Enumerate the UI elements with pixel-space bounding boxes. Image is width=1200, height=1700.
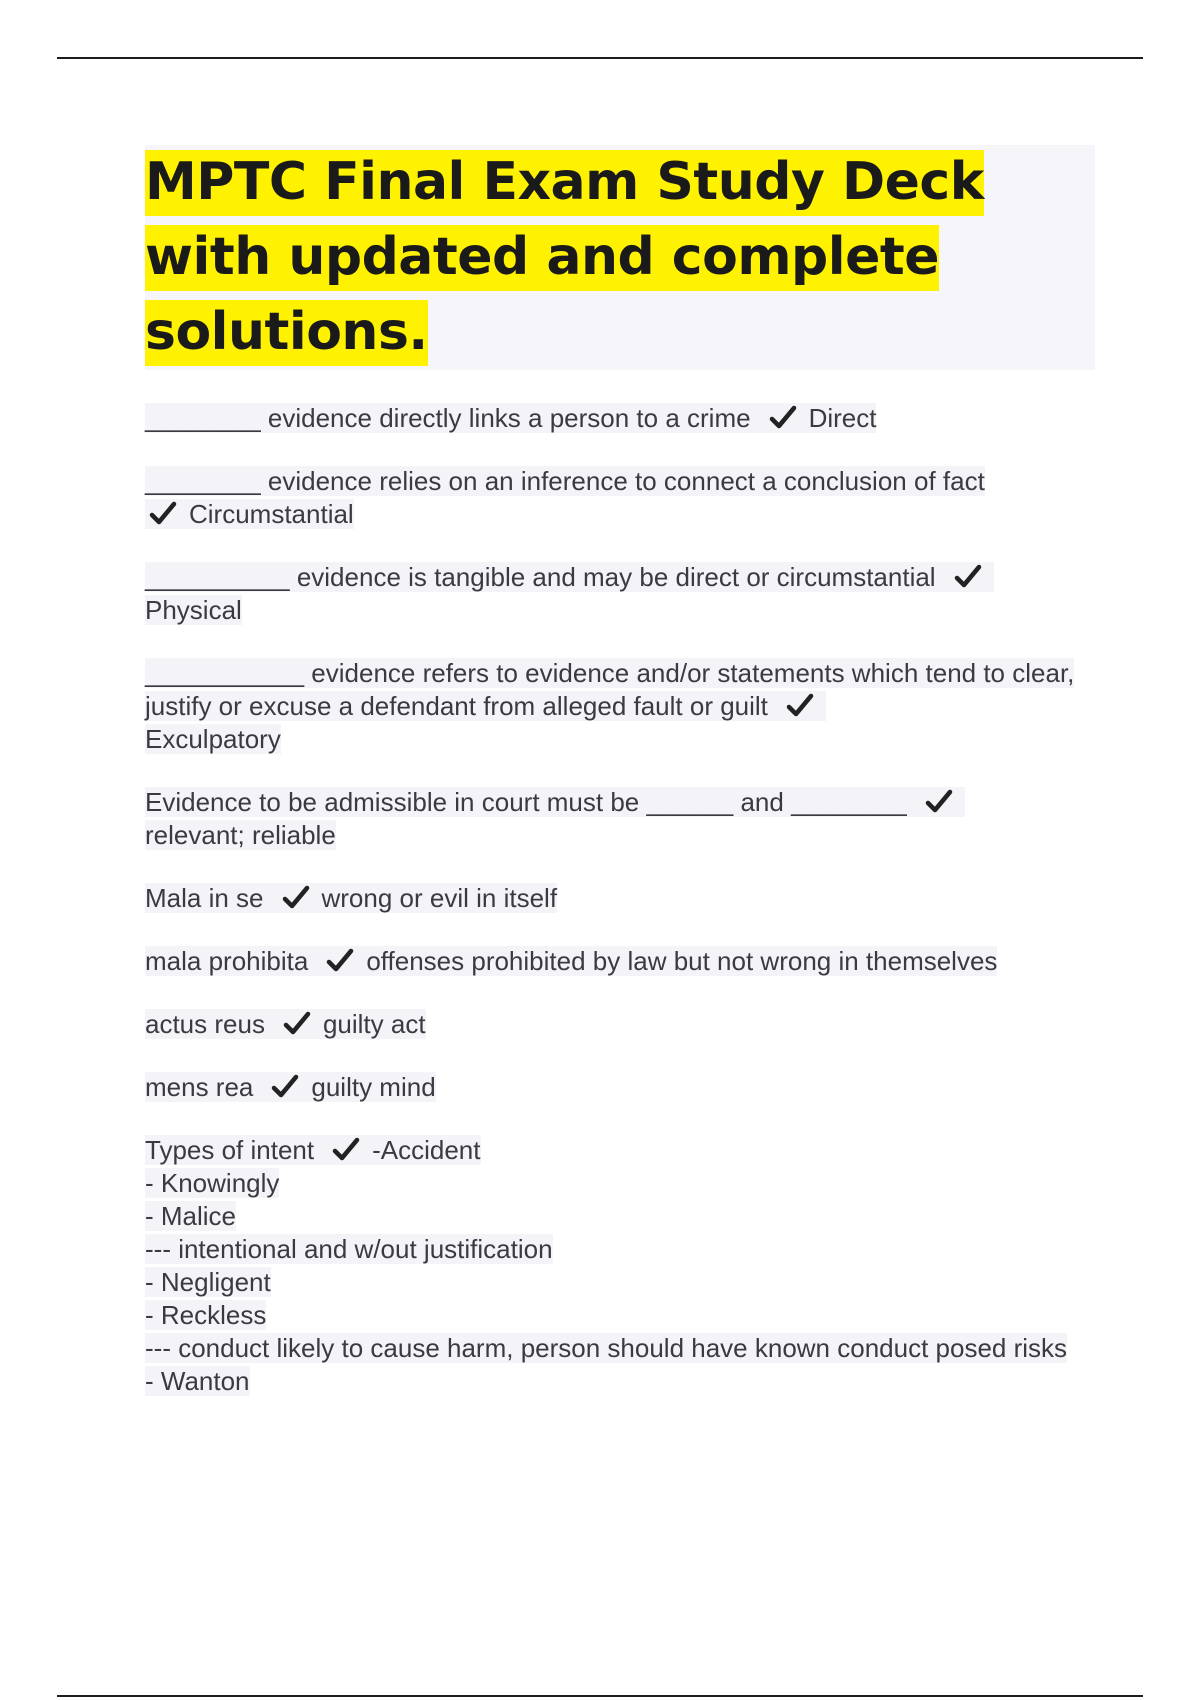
document-title (145, 145, 1095, 370)
flashcard (145, 882, 1095, 915)
flashcard-answer: guilty act (322, 1009, 426, 1039)
flashcard-question: ________ evidence relies on an inference to connect a conclusion of fact (145, 466, 985, 496)
flashcard-answer: offenses prohibited by law but not wrong in themselves (366, 946, 998, 976)
flashcard (145, 465, 1095, 531)
flashcard-answer: guilty mind (311, 1072, 436, 1102)
check-mark-icon (332, 1137, 360, 1163)
intent-answer-list (145, 1167, 1095, 1398)
flashcard-answer: Circumstantial (189, 499, 354, 529)
flashcard-answer: wrong or evil in itself (321, 883, 558, 913)
check-mark-icon (786, 693, 814, 719)
check-mark-icon (282, 885, 310, 911)
flashcard-intent (145, 1134, 1095, 1398)
document-title-text: MPTC Final Exam Study Deck with updated and complete solutions. (145, 150, 984, 366)
flashcard-question: Evidence to be admissible in court must be ______ and ________ (145, 787, 907, 817)
check-mark-icon (954, 564, 982, 590)
flashcard (145, 1008, 1095, 1041)
check-mark-icon (925, 789, 953, 815)
flashcard-question: Types of intent (145, 1135, 315, 1165)
intent-answer-line: --- conduct likely to cause harm, person should have known conduct posed risks (145, 1333, 1068, 1363)
flashcard-answer: Direct (808, 403, 877, 433)
flashcard-question: actus reus (145, 1009, 265, 1039)
intent-answer-line: - Reckless (145, 1300, 267, 1330)
check-mark-icon (769, 405, 797, 431)
flashcard (145, 786, 1095, 852)
footer-rule (57, 1695, 1143, 1697)
flashcard (145, 945, 1095, 978)
flashcard-answer: Exculpatory (145, 724, 281, 754)
flashcard-question: Mala in se (145, 883, 264, 913)
flashcard (145, 657, 1095, 756)
flashcard-answer: relevant; reliable (145, 820, 336, 850)
flashcard-answer: Physical (145, 595, 242, 625)
flashcard-question: mens rea (145, 1072, 254, 1102)
intent-answer-line: - Negligent (145, 1267, 271, 1297)
flashcard (145, 561, 1095, 627)
flashcard-answer: -Accident (372, 1135, 481, 1165)
check-mark-icon (271, 1074, 299, 1100)
title-block (145, 145, 1095, 370)
document-body (145, 145, 1095, 1428)
intent-answer-line: - Knowingly (145, 1168, 280, 1198)
flashcard-question: ________ evidence directly links a person to a crime (145, 403, 751, 433)
intent-answer-line: --- intentional and w/out justification (145, 1234, 553, 1264)
flashcard-question: mala prohibita (145, 946, 309, 976)
flashcard-question: __________ evidence is tangible and may be direct or circumstantial (145, 562, 936, 592)
flashcard (145, 402, 1095, 435)
check-mark-icon (326, 948, 354, 974)
header-rule (57, 57, 1143, 59)
check-mark-icon (149, 501, 177, 527)
flashcard (145, 1071, 1095, 1104)
flashcard-question: ___________ evidence refers to evidence and/or statements which tend to clear, justify or excuse a defendant from alleged fault or guilt (145, 658, 1075, 721)
check-mark-icon (283, 1011, 311, 1037)
intent-answer-line: - Wanton (145, 1366, 250, 1396)
intent-answer-line: - Malice (145, 1201, 237, 1231)
